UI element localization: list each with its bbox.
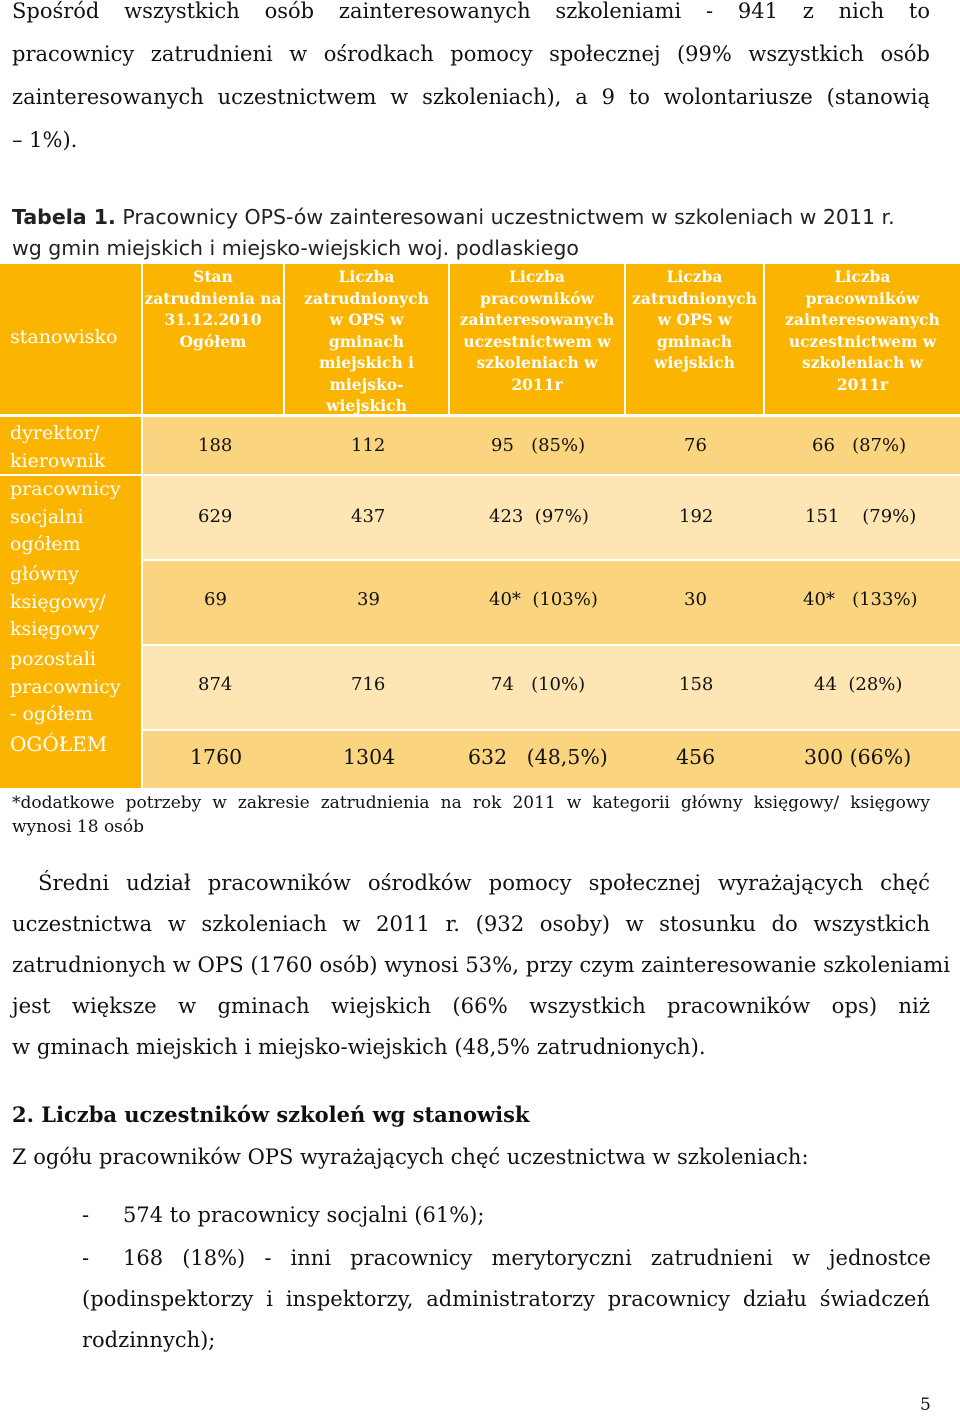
header-line: zainteresowanych <box>459 310 615 329</box>
summary-line: uczestnictwa w szkoleniach w 2011 r. (932 osoby) w stosunku do wszystkich <box>12 911 930 936</box>
section-heading: 2. Liczba uczestników szkoleń wg stanowisk <box>12 1102 530 1127</box>
header-line: uczestnictwem w <box>788 331 937 351</box>
header-line: miejskich i <box>318 353 415 372</box>
header-line: pracowników <box>480 288 594 308</box>
table-caption-line2: wg gmin miejskich i miejsko-wiejskich woj. podlaskiego <box>12 236 579 260</box>
header-zainteresowani-miejskie <box>450 264 624 414</box>
cell-wiejskie: 456 <box>676 745 716 769</box>
header-line: zatrudnionych <box>304 288 429 308</box>
row-label-line: pracownicy <box>10 675 121 698</box>
table-row <box>143 646 960 729</box>
header-line: Stan <box>193 267 233 286</box>
cell-zaint-wiejskie: 300 (66%) <box>804 745 912 769</box>
row-label-line: socjalni <box>10 505 84 528</box>
cell-zaint-miejskie: 632 (48,5%) <box>468 745 608 769</box>
row-label-ksiegowy <box>0 561 141 646</box>
header-stanowisko <box>0 264 141 414</box>
table-row <box>143 417 960 474</box>
footnote-line: wynosi 18 osób <box>12 817 145 837</box>
cell-zaint-miejskie: 40* (103%) <box>489 589 598 610</box>
cell-zaint-wiejskie: 151 (79%) <box>805 506 917 527</box>
header-line: 31.12.2010 <box>164 310 262 329</box>
header-line: Liczba <box>834 267 891 286</box>
section-intro: Z ogółu pracowników OPS wyrażających chęć uczestnictwa w szkoleniach: <box>12 1145 809 1169</box>
table-footnote <box>12 791 930 839</box>
header-line: zatrudnienia na <box>144 288 282 308</box>
header-line: pracowników <box>805 288 920 308</box>
cell-wiejskie: 158 <box>679 674 714 695</box>
header-stan-zatrudnienia <box>143 264 283 414</box>
list-dash: - <box>82 1246 90 1270</box>
header-line: 2011r <box>511 374 563 394</box>
summary-line: w gminach miejskich i miejsko-wiejskich (48,5% zatrudnionych). <box>12 1034 706 1059</box>
cell-miejskie: 39 <box>357 589 380 610</box>
ops-staff-table <box>0 264 960 788</box>
header-line: wiejskich <box>326 396 407 415</box>
cell-miejskie: 112 <box>351 435 386 456</box>
cell-zaint-wiejskie: 66 (87%) <box>812 435 907 456</box>
row-label-line: księgowy <box>10 618 100 640</box>
page-number: 5 <box>920 1395 931 1415</box>
header-line: Liczba <box>509 267 565 286</box>
header-line: zainteresowanych <box>785 310 940 329</box>
header-stanowisko-label: stanowisko <box>10 326 118 348</box>
header-line: Ogółem <box>179 331 247 351</box>
table-caption-text: Pracownicy OPS-ów zainteresowani uczestnictwem w szkoleniach w 2011 r. <box>115 205 895 229</box>
row-label-line: pozostali <box>10 648 96 670</box>
cell-stan: 629 <box>198 506 233 527</box>
intro-line: zainteresowanych uczestnictwem w szkoleniach), a 9 to wolontariusze (stanowią <box>12 85 930 109</box>
row-label-dyrektor <box>0 417 141 474</box>
cell-zaint-wiejskie: 44 (28%) <box>814 674 903 695</box>
table-row <box>143 561 960 644</box>
table-caption-label: Tabela 1. <box>12 205 116 229</box>
row-label-pozostali <box>0 646 141 731</box>
intro-line: pracownicy zatrudnieni w ośrodkach pomocy społecznej (99% wszystkich osób <box>12 42 930 66</box>
header-line: wiejskich <box>654 353 735 372</box>
header-line: 2011r <box>836 374 889 394</box>
cell-wiejskie: 30 <box>684 589 707 610</box>
list-dash: - <box>82 1203 90 1227</box>
header-line: szkoleniach w <box>476 353 598 372</box>
summary-line: zatrudnionych w OPS (1760 osób) wynosi 53%, przy czym zainteresowanie szkoleniami <box>12 952 951 977</box>
cell-miejskie: 1304 <box>343 745 396 769</box>
header-line: w OPS w <box>657 310 732 329</box>
list-item-text: 168 (18%) - inni pracownicy merytoryczni zatrudnieni w jednostce <box>123 1246 931 1270</box>
header-line: miejsko- <box>329 374 404 394</box>
footnote-line: *dodatkowe potrzeby w zakresie zatrudnienia na rok 2011 w kategorii główny księgowy/ księgowy <box>12 793 930 813</box>
header-line: w OPS w <box>329 310 404 329</box>
cell-zaint-miejskie: 95 (85%) <box>491 435 586 456</box>
table-caption <box>12 202 942 264</box>
header-line: szkoleniach w <box>801 353 923 372</box>
summary-line: Średni udział pracowników ośrodków pomocy społecznej wyrażających chęć <box>38 870 930 895</box>
header-line: gminach <box>328 331 405 351</box>
header-line: uczestnictwem w <box>463 331 611 351</box>
cell-zaint-miejskie: 423 (97%) <box>489 506 589 527</box>
row-label-line: - ogółem <box>10 703 93 725</box>
header-line: Liczba <box>666 267 723 286</box>
header-line: gminach <box>656 331 733 351</box>
row-label-ogolem: OGÓŁEM <box>0 731 141 788</box>
cell-stan: 874 <box>198 674 233 695</box>
header-zatrudnieni-miejskie <box>285 264 448 414</box>
cell-miejskie: 437 <box>351 506 386 527</box>
cell-wiejskie: 76 <box>684 435 707 456</box>
row-label-line: główny <box>10 563 79 585</box>
intro-line: Spośród wszystkich osób zainteresowanych szkoleniami - 941 z nich to <box>12 0 930 23</box>
cell-zaint-miejskie: 74 (10%) <box>491 674 586 695</box>
row-label-line: pracownicy <box>10 478 121 500</box>
cell-stan: 69 <box>204 589 227 610</box>
cell-zaint-wiejskie: 40* (133%) <box>803 589 918 610</box>
table-row-total <box>143 731 960 788</box>
list-item-text: rodzinnych); <box>82 1328 216 1352</box>
list-item-text: (podinspektorzy i inspektorzy, administratorzy pracownicy działu świadczeń <box>82 1287 930 1311</box>
row-label-socjalni <box>0 476 141 561</box>
cell-stan: 188 <box>198 435 233 456</box>
row-label-line: ogółem <box>10 533 81 555</box>
summary-line: jest większe w gminach wiejskich (66% wszystkich pracowników ops) niż <box>12 993 930 1018</box>
table-row <box>143 476 960 559</box>
summary-paragraph <box>12 862 951 1067</box>
cell-wiejskie: 192 <box>679 506 714 527</box>
intro-paragraph <box>12 0 930 162</box>
cell-miejskie: 716 <box>351 674 386 695</box>
header-zatrudnieni-wiejskie <box>626 264 763 414</box>
header-line: Liczba <box>338 267 395 286</box>
header-line: zatrudnionych <box>632 288 757 308</box>
cell-stan: 1760 <box>190 745 243 769</box>
row-label-line: księgowy/ <box>10 590 106 613</box>
row-label-line: dyrektor/ <box>10 422 100 444</box>
list-item-text: 574 to pracownicy socjalni (61%); <box>123 1203 485 1227</box>
header-zainteresowani-wiejskie <box>765 264 960 414</box>
row-label-line: kierownik <box>10 449 106 472</box>
intro-line: – 1%). <box>12 128 78 152</box>
